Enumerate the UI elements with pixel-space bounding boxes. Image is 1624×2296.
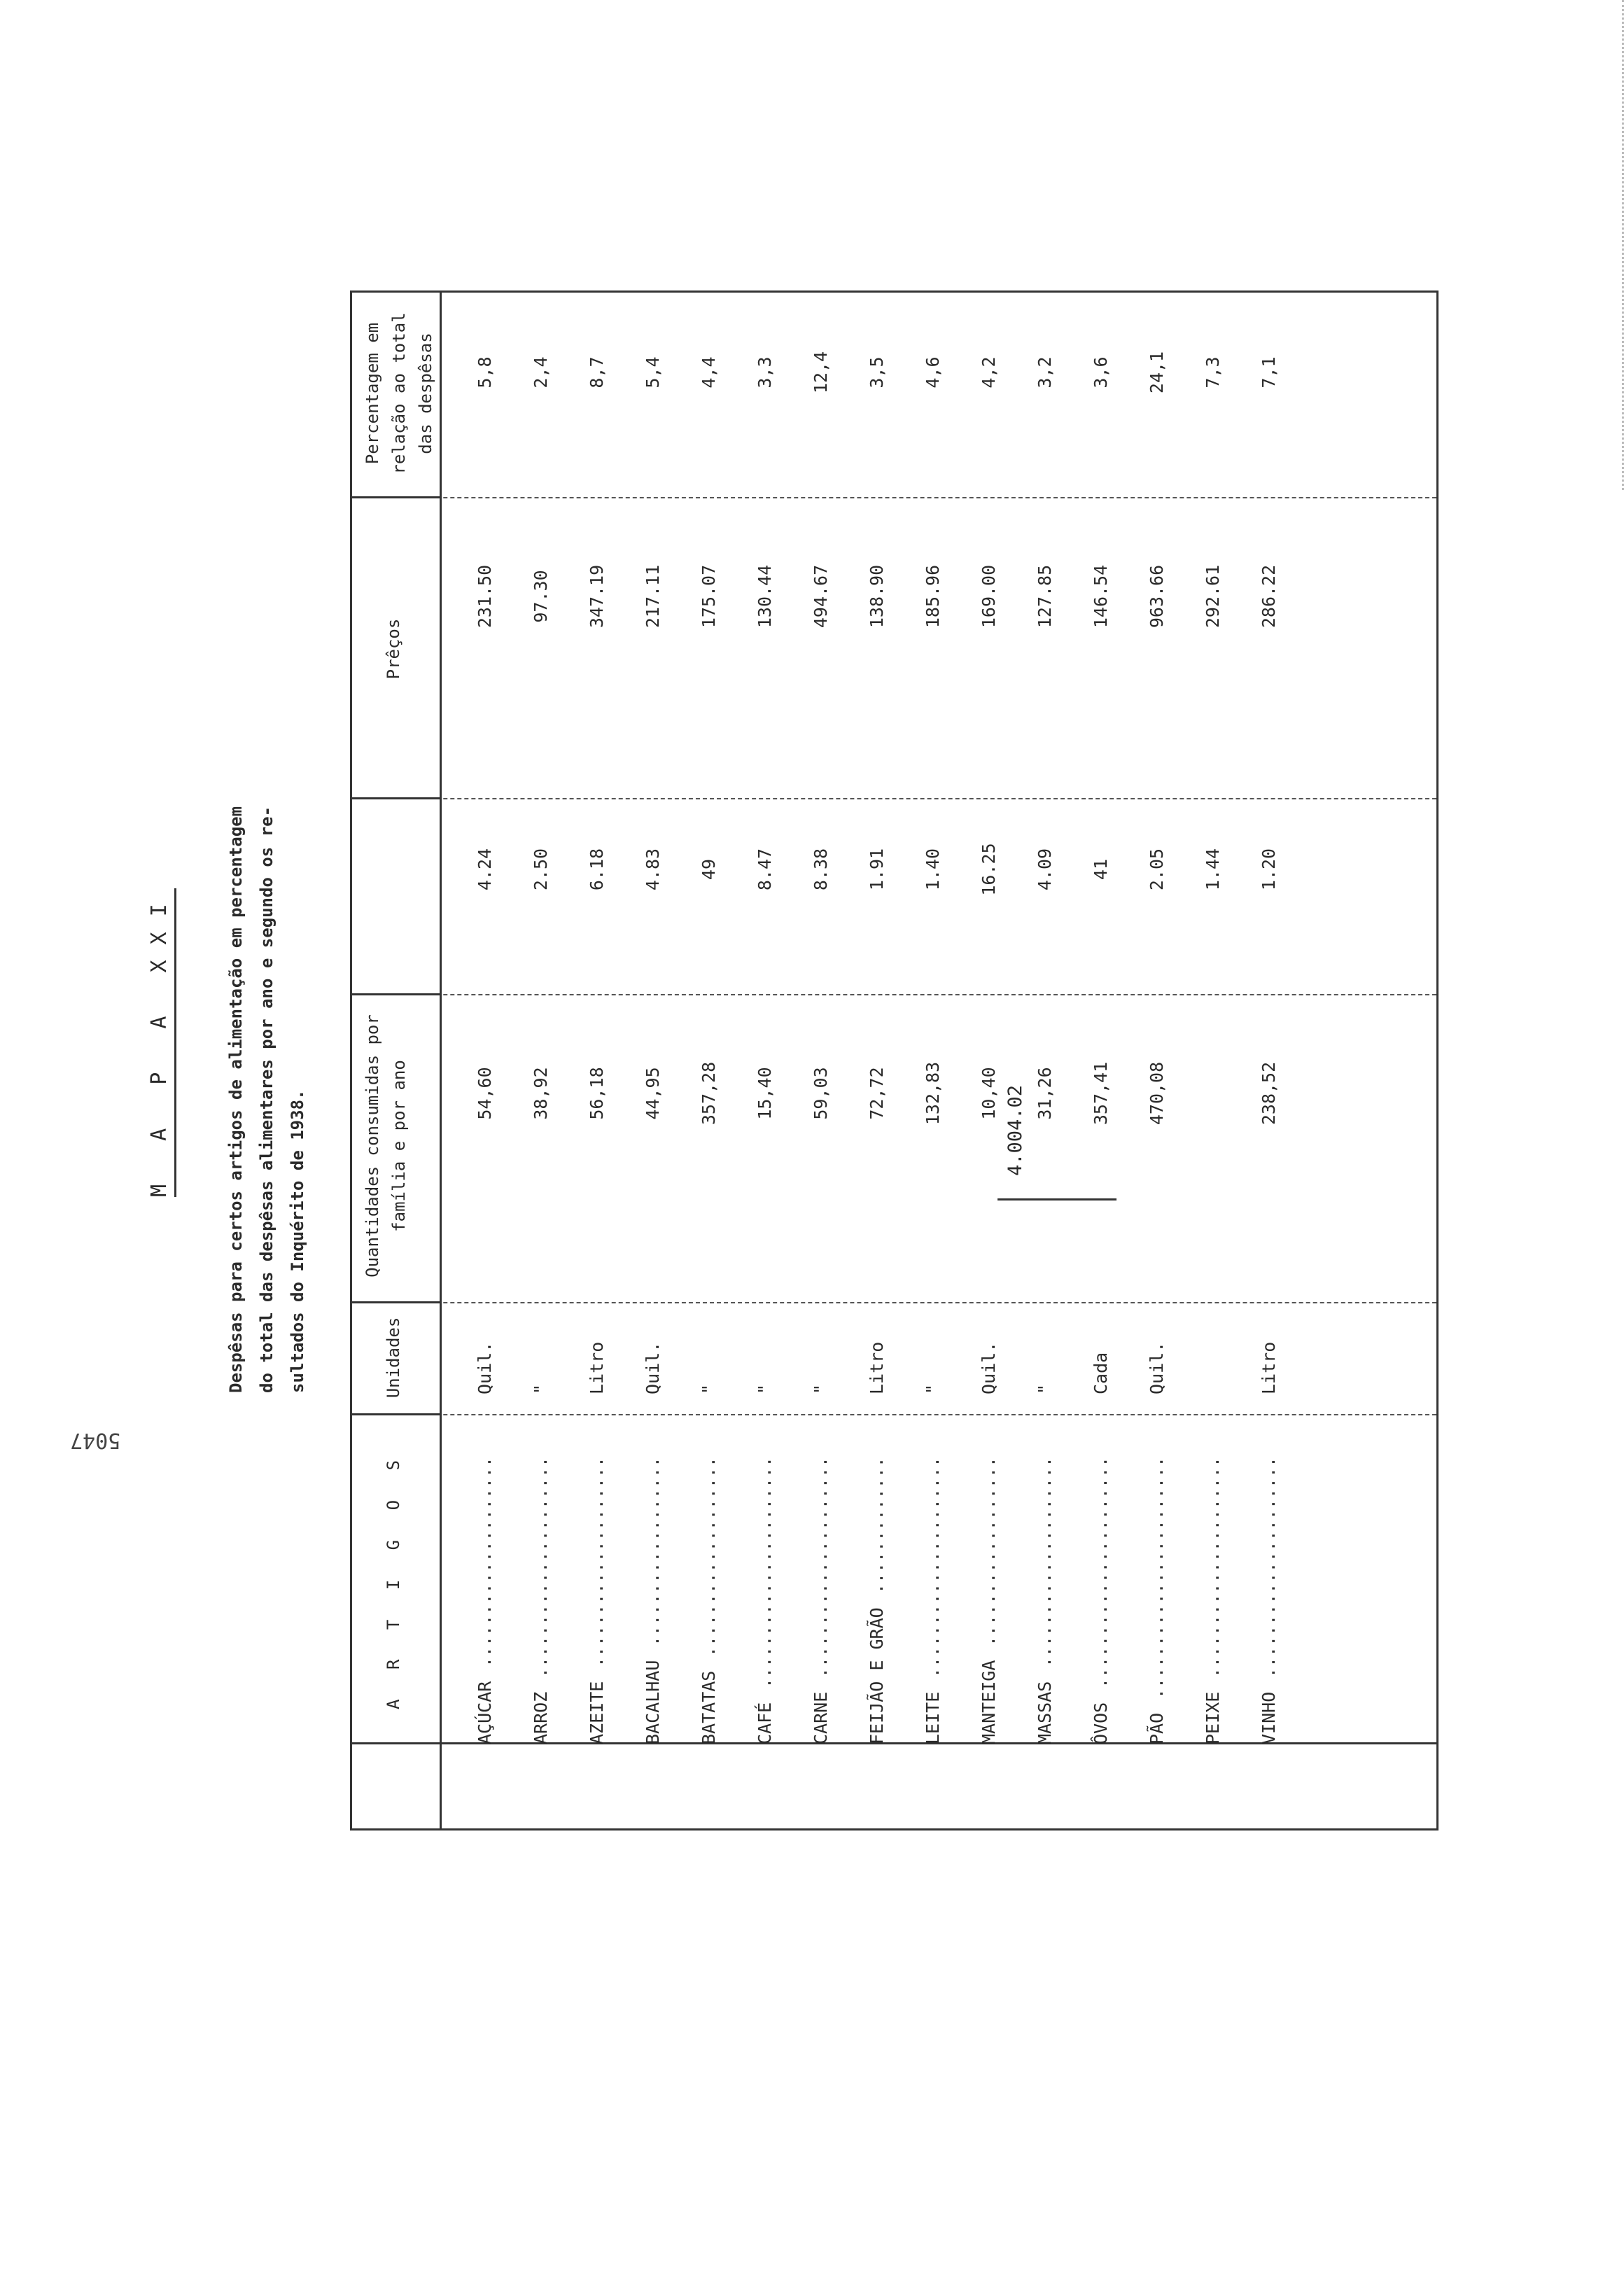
artigo-cell: FEIJÃO E GRÃO xyxy=(867,1607,887,1744)
leader-dots: .................... xyxy=(587,1456,607,1667)
custo-cell: 347.19 xyxy=(587,564,607,629)
percentagem-cell: 12,4 xyxy=(811,351,831,394)
quantidade-cell: 132,83 xyxy=(923,1061,943,1126)
table-row xyxy=(919,293,975,1828)
unidade-cell: Cada xyxy=(1091,1352,1111,1394)
preco-cell: 1.40 xyxy=(923,848,943,891)
artigo-cell: LEITE xyxy=(923,1691,943,1744)
leader-dots: .................... xyxy=(1035,1456,1055,1667)
leader-dots: ...................... xyxy=(1091,1456,1111,1688)
quantidade-cell: 470,08 xyxy=(1147,1061,1167,1126)
percentagem-cell: 5,4 xyxy=(643,356,663,388)
quantidade-cell: 56,18 xyxy=(587,1067,607,1120)
table-row xyxy=(527,293,583,1828)
table-row xyxy=(583,293,639,1828)
preco-cell: 1.91 xyxy=(867,848,887,891)
custo-cell: 217.11 xyxy=(643,564,663,629)
subtitle-line: do total das despêsas alimentares por ano e segundo os re- xyxy=(257,806,276,1393)
percentagem-cell: 3,5 xyxy=(867,356,887,388)
unidade-cell: " xyxy=(699,1383,719,1394)
subtitle xyxy=(220,567,313,1393)
custo-cell: 146.54 xyxy=(1091,564,1111,629)
header-artigos: A R T I G O S xyxy=(384,1450,403,1709)
artigo-cell: ÔVOS xyxy=(1091,1702,1111,1744)
quantidade-cell: 357,41 xyxy=(1091,1061,1111,1126)
percentagem-cell: 4,4 xyxy=(699,356,719,388)
leader-dots: ..................... xyxy=(531,1456,551,1678)
preco-cell: 6.18 xyxy=(587,848,607,891)
leader-dots: ....................... xyxy=(1147,1456,1167,1699)
unidade-cell: Litro xyxy=(1259,1341,1279,1394)
margin-mark: 5047 xyxy=(70,1428,121,1452)
preco-cell: 2.50 xyxy=(531,848,551,891)
column-divider xyxy=(352,1413,440,1415)
custo-cell: 185.96 xyxy=(923,564,943,629)
quantidade-cell: 72,72 xyxy=(867,1067,887,1120)
leader-dots: .................. xyxy=(979,1457,999,1646)
unidade-cell: Quil. xyxy=(1147,1341,1167,1394)
subtitle-line: sultados do Inquérito de 1938. xyxy=(288,1089,307,1393)
custo-cell: 292.61 xyxy=(1203,564,1223,629)
quantidade-cell: 44,95 xyxy=(643,1067,663,1120)
preco-cell: 1.44 xyxy=(1203,848,1223,891)
percentagem-cell: 3,6 xyxy=(1091,356,1111,388)
table-row xyxy=(639,293,695,1828)
percentagem-cell: 4,2 xyxy=(979,356,999,388)
subtitle-line: Despêsas para certos artigos de alimentação em percentagem xyxy=(226,806,246,1393)
table-row xyxy=(1199,293,1255,1828)
quantidade-cell: 59,03 xyxy=(811,1067,831,1120)
table-row xyxy=(695,293,751,1828)
header-percentagem: Percentagem em relação ao total das despêsas xyxy=(363,312,435,475)
preco-cell: 4.09 xyxy=(1035,848,1055,891)
preco-cell: 41 xyxy=(1091,858,1111,881)
header-quantidades: Quantidades consumidas por família e por ano xyxy=(363,1014,409,1278)
table-row xyxy=(1087,293,1143,1828)
custo-cell: 494.67 xyxy=(811,564,831,629)
leader-dots: ................... xyxy=(699,1457,719,1657)
artigo-cell: PEIXE xyxy=(1203,1691,1223,1744)
custo-cell: 286.22 xyxy=(1259,564,1279,629)
table-row xyxy=(1143,293,1199,1828)
artigo-cell: BATATAS xyxy=(699,1670,719,1744)
unidade-cell: Litro xyxy=(867,1341,887,1394)
preco-cell: 4.24 xyxy=(475,848,495,891)
page-title: M A P A XXI xyxy=(147,888,176,1197)
custo-cell: 169.00 xyxy=(979,564,999,629)
preco-cell: 49 xyxy=(699,858,719,881)
leader-dots: .................... xyxy=(475,1456,495,1667)
leader-dots: ..................... xyxy=(1203,1456,1223,1678)
leader-dots: ...................... xyxy=(755,1456,775,1688)
unidade-cell: Quil. xyxy=(643,1341,663,1394)
leader-dots: ..................... xyxy=(1259,1456,1279,1678)
scan-edge xyxy=(1620,0,1624,490)
column-divider xyxy=(352,496,440,498)
preco-cell: 8.38 xyxy=(811,848,831,891)
percentagem-cell: 3,2 xyxy=(1035,356,1055,388)
artigo-cell: ARROZ xyxy=(531,1691,551,1744)
custo-cell: 231.50 xyxy=(475,564,495,629)
artigo-cell: BACALHAU xyxy=(643,1660,663,1744)
percentagem-cell: 7,3 xyxy=(1203,356,1223,388)
custo-cell: 963.66 xyxy=(1147,564,1167,629)
table-row xyxy=(1031,293,1087,1828)
total-rule xyxy=(997,1198,1116,1200)
unidade-cell: " xyxy=(1035,1383,1055,1394)
custo-cell: 138.90 xyxy=(867,564,887,629)
percentagem-cell: 7,1 xyxy=(1259,356,1279,388)
table-row xyxy=(751,293,807,1828)
artigo-cell: VINHO xyxy=(1259,1691,1279,1744)
leader-dots: ............. xyxy=(867,1457,887,1594)
unidade-cell: " xyxy=(755,1383,775,1394)
total-custo: 4.004.02 xyxy=(1004,1084,1026,1177)
quantidade-cell: 54,60 xyxy=(475,1067,495,1120)
quantidade-cell: 357,28 xyxy=(699,1061,719,1126)
percentagem-cell: 4,6 xyxy=(923,356,943,388)
quantidade-cell: 31,26 xyxy=(1035,1067,1055,1120)
unidade-cell: " xyxy=(531,1383,551,1394)
data-table xyxy=(350,290,1438,1830)
leader-dots: ..................... xyxy=(811,1456,831,1678)
quantidade-cell: 238,52 xyxy=(1259,1061,1279,1126)
quantidade-cell: 10,40 xyxy=(979,1067,999,1120)
artigo-cell: AZEITE xyxy=(587,1681,607,1744)
custo-cell: 175.07 xyxy=(699,564,719,629)
artigo-cell: CARNE xyxy=(811,1691,831,1744)
quantidade-cell: 38,92 xyxy=(531,1067,551,1120)
preco-cell: 2.05 xyxy=(1147,848,1167,891)
unidade-cell: Quil. xyxy=(979,1341,999,1394)
preco-cell: 1.20 xyxy=(1259,848,1279,891)
unidade-cell: " xyxy=(923,1383,943,1394)
percentagem-cell: 24,1 xyxy=(1147,351,1167,394)
header-unidades: Unidades xyxy=(384,1317,403,1399)
table-row xyxy=(471,293,527,1828)
unidade-cell: Litro xyxy=(587,1341,607,1394)
artigo-cell: PÃO xyxy=(1147,1712,1167,1744)
custo-cell: 130.44 xyxy=(755,564,775,629)
percentagem-cell: 2,4 xyxy=(531,356,551,388)
unidade-cell: " xyxy=(811,1383,831,1394)
column-divider xyxy=(352,797,440,799)
header-divider xyxy=(440,293,442,1828)
quantidade-cell: 15,40 xyxy=(755,1067,775,1120)
artigo-cell: MANTEIGA xyxy=(979,1660,999,1744)
column-divider xyxy=(352,1301,440,1303)
leader-dots: ..................... xyxy=(923,1456,943,1678)
preco-cell: 8.47 xyxy=(755,848,775,891)
percentagem-cell: 5,8 xyxy=(475,356,495,388)
percentagem-cell: 3,3 xyxy=(755,356,775,388)
custo-cell: 97.30 xyxy=(531,570,551,623)
leader-dots: .................. xyxy=(643,1457,663,1646)
artigo-cell: MASSAS xyxy=(1035,1681,1055,1744)
artigo-cell: CAFÉ xyxy=(755,1702,775,1744)
unidade-cell: Quil. xyxy=(475,1341,495,1394)
table-row xyxy=(975,293,1031,1828)
table-row xyxy=(1255,293,1311,1828)
custo-cell: 127.85 xyxy=(1035,564,1055,629)
artigo-cell: AÇÚCAR xyxy=(475,1681,495,1744)
preco-cell: 4.83 xyxy=(643,848,663,891)
header-precos: Prêços xyxy=(384,618,403,680)
preco-cell: 16.25 xyxy=(979,843,999,896)
table-row xyxy=(807,293,863,1828)
table-row xyxy=(863,293,919,1828)
column-divider xyxy=(352,993,440,995)
percentagem-cell: 8,7 xyxy=(587,356,607,388)
